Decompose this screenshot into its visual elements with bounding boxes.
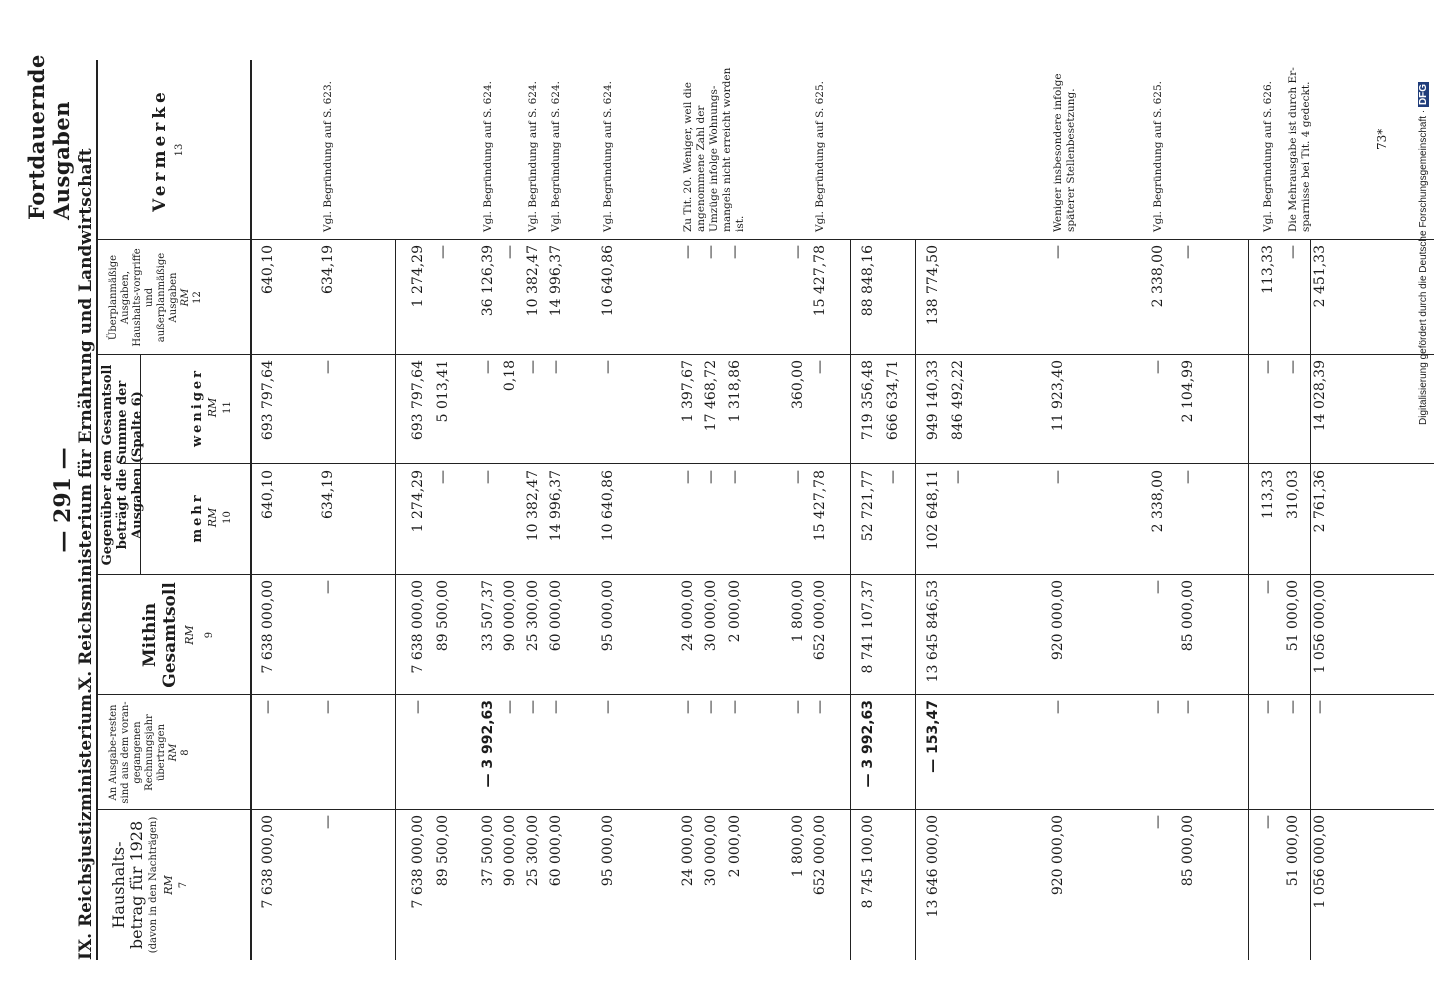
table-cell-c11: — (1260, 360, 1276, 374)
remark: Vgl. Begründung auf S. 624. (527, 81, 539, 232)
remark: Zu Tit. 20. Weniger, weil die angenommene Zahl der Umzüge infolge Wohnungs-mangels nicht erreicht worden ist. (682, 67, 746, 232)
header-col-8 (108, 700, 192, 805)
header-c8-num: 8 (180, 749, 191, 756)
table-cell-c10: — (1180, 470, 1196, 484)
table-cell-c7: 1 056 000,00 (1312, 815, 1328, 909)
table-cell-c9: 7 638 000,00 (410, 580, 426, 674)
heading-right: X. Reichsministerium für Ernährung und Landwirtschaft (76, 148, 96, 690)
remark: Weniger insbesondere infolge späterer Stellenbesetzung. (1052, 73, 1077, 232)
table-cell-c10: — (680, 470, 696, 484)
table-cell-c11: 360,00 (790, 360, 806, 409)
table-cell-c10: — (1050, 470, 1066, 484)
table-cell-c8: — (812, 700, 828, 714)
table-cell-c10: 15 427,78 (812, 470, 828, 542)
header-col-9 (140, 580, 220, 690)
table-cell-c10: 1 274,29 (410, 470, 426, 533)
header-c9-unit: RM (183, 625, 196, 645)
table-cell-c7: — (1260, 815, 1276, 829)
table-cell-c8: — (727, 700, 743, 714)
header-col-12 (108, 245, 204, 350)
digitization-note (1418, 25, 1432, 425)
header-c10-11-label: Gegenüber dem Gesamtsoll beträgt die Summe der Ausgaben (Spalte 6) (100, 364, 145, 566)
header-col-11 (190, 355, 235, 460)
table-cell-c10: 10 382,47 (525, 470, 541, 542)
header-c7-unit: RM (162, 875, 175, 895)
table-cell-c11: 11 923,40 (1050, 360, 1066, 432)
table-cell-c7: — (320, 815, 336, 829)
table-cell-c8: — (410, 700, 426, 714)
table-cell-c7: — (1150, 815, 1166, 829)
table-cell-c7: 85 000,00 (1180, 815, 1196, 887)
table-cell-c10: — (790, 470, 806, 484)
header-c12-num: 12 (192, 291, 203, 304)
table-cell-c7: 37 500,00 (480, 815, 496, 887)
table-cell-c10: — (703, 470, 719, 484)
table-cell-c11: 14 028,39 (1312, 360, 1328, 432)
table-cell-c10: — (480, 470, 496, 484)
table-cell-c11: — (525, 360, 541, 374)
header-col-10-11 (100, 360, 145, 570)
header-c7-num: 7 (178, 881, 189, 889)
table-cell-c11: — (1285, 360, 1301, 374)
table-cell-c9: 89 500,00 (435, 580, 451, 652)
row-rule (915, 240, 916, 960)
footer-mark: 73* (1375, 128, 1389, 150)
table-cell-c7: 95 000,00 (600, 815, 616, 887)
table-cell-c9: 51 000,00 (1285, 580, 1301, 652)
table-cell-c11: 719 356,48 (860, 360, 876, 441)
table-cell-c7: 7 638 000,00 (410, 815, 426, 909)
table-cell-c11: 2 104,99 (1180, 360, 1196, 423)
table-cell-c9: 24 000,00 (680, 580, 696, 652)
table-cell-c8: — (1260, 700, 1276, 714)
table-cell-c7: 13 646 000,00 (925, 815, 941, 918)
col-sep (96, 694, 1434, 695)
table-cell-c8: — (1312, 700, 1328, 714)
table-cell-c11: — (1150, 360, 1166, 374)
table-cell-c8: — 3 992,63 (860, 700, 876, 788)
header-c11-unit: RM (206, 397, 219, 418)
row-rule (395, 240, 396, 960)
table-cell-c9: 95 000,00 (600, 580, 616, 652)
table-cell-c7: 7 638 000,00 (260, 815, 276, 909)
header-c11-label: weniger (190, 367, 205, 448)
table-cell-c12: 2 338,00 (1150, 245, 1166, 308)
table-cell-c9: 90 000,00 (502, 580, 518, 652)
header-c13-label: Vermerke (150, 88, 170, 212)
table-cell-c10: 2 761,36 (1312, 470, 1328, 533)
heading-left: IX. Reichsjustizministerium. (76, 688, 96, 960)
table-cell-c11: 846 492,22 (950, 360, 966, 441)
header-col-7 (110, 815, 191, 955)
col-sep (96, 574, 1434, 575)
table-cell-c12: — (1285, 245, 1301, 259)
table-cell-c9: 2 000,00 (727, 580, 743, 643)
table-cell-c10: 113,33 (1260, 470, 1276, 519)
table-cell-c7: 920 000,00 (1050, 815, 1066, 896)
table-cell-c10: 52 721,77 (860, 470, 876, 542)
table-cell-c8: — (260, 700, 276, 714)
table-cell-c12: 10 382,47 (525, 245, 541, 317)
remark: Vgl. Begründung auf S. 623. (322, 81, 334, 232)
table-cell-c10: — (435, 470, 451, 484)
table-cell-c12: — (680, 245, 696, 259)
table-cell-c9: 33 507,37 (480, 580, 496, 652)
table-cell-c12: 2 451,33 (1312, 245, 1328, 308)
table-cell-c11: 1 318,86 (727, 360, 743, 423)
table-top-rule (96, 60, 98, 960)
table-cell-c10: 640,10 (260, 470, 276, 519)
table-cell-c8: — (320, 700, 336, 714)
table-cell-c11: — (320, 360, 336, 374)
remark: Vgl. Begründung auf S. 624. (482, 81, 494, 232)
header-col-10 (190, 465, 235, 570)
table-cell-c9: — (320, 580, 336, 594)
table-cell-c11: 1 397,67 (680, 360, 696, 423)
table-cell-c11: 0,18 (502, 360, 518, 392)
table-cell-c11: 17 468,72 (703, 360, 719, 432)
table-cell-c12: 10 640,86 (600, 245, 616, 317)
page-number: — 291 — (50, 447, 76, 553)
table-cell-c8: — (502, 700, 518, 714)
heading-bold: Fortdauernde Ausgaben (24, 54, 74, 220)
header-c9-label: Mithin Gesamtsoll (140, 582, 180, 688)
table-cell-c12: 634,19 (320, 245, 336, 294)
remark: Vgl. Begründung auf S. 626. (1262, 81, 1274, 232)
header-c11-num: 11 (222, 401, 233, 414)
table-cell-c9: 30 000,00 (703, 580, 719, 652)
table-cell-c12: 88 848,16 (860, 245, 876, 317)
table-cell-c9: — (1260, 580, 1276, 594)
table-cell-c9: 1 056 000,00 (1312, 580, 1328, 674)
table-cell-c7: 24 000,00 (680, 815, 696, 887)
header-c12-label: Überplanmäßige Ausgaben, Haushalts-vorgriffe und außerplanmäßige Ausgaben (108, 248, 179, 347)
table-cell-c7: 1 800,00 (790, 815, 806, 878)
table-cell-c9: 8 741 107,37 (860, 580, 876, 674)
table-cell-c12: 138 774,50 (925, 245, 941, 326)
table-cell-c12: 640,10 (260, 245, 276, 294)
remark: Vgl. Begründung auf S. 625. (814, 81, 826, 232)
table-cell-c9: 60 000,00 (548, 580, 564, 652)
table-cell-c7: 90 000,00 (502, 815, 518, 887)
table-cell-c11: — (812, 360, 828, 374)
header-c12-unit: RM (180, 288, 191, 307)
table-cell-c9: 85 000,00 (1180, 580, 1196, 652)
header-col-13 (150, 65, 190, 235)
table-cell-c8: — (1285, 700, 1301, 714)
table-cell-c12: — (1180, 245, 1196, 259)
table-cell-c9: — (1150, 580, 1166, 594)
table-cell-c11: — (548, 360, 564, 374)
table-cell-c10: — (885, 470, 901, 484)
header-c8-unit: RM (168, 743, 179, 762)
table-cell-c11: 949 140,33 (925, 360, 941, 441)
table-cell-c12: 36 126,39 (480, 245, 496, 317)
table-cell-c7: 25 300,00 (525, 815, 541, 887)
row-rule (850, 240, 851, 960)
table-cell-c7: 51 000,00 (1285, 815, 1301, 887)
table-cell-c12: — (1050, 245, 1066, 259)
digitization-text: Digitalisierung gefördert durch die Deutsche Forschungsgemeinschaft · (1418, 109, 1429, 425)
table-cell-c12: — (703, 245, 719, 259)
table-cell-c10: 2 338,00 (1150, 470, 1166, 533)
header-c10-label: mehr (190, 492, 205, 543)
header-c8-label: An Ausgabe-resten sind aus dem voran-gegangenen Rechnungsjahr übertragen (108, 701, 167, 804)
col-sep (96, 354, 1434, 355)
header-c9-num: 9 (204, 631, 215, 639)
header-c7-label: Haushalts-betrag für 1928 (109, 820, 146, 950)
table-cell-c11: 666 634,71 (885, 360, 901, 441)
table-cell-c12: — (435, 245, 451, 259)
table-cell-c8: — (1180, 700, 1196, 714)
header-c13-num: 13 (174, 143, 185, 157)
table-cell-c10: 310,03 (1285, 470, 1301, 519)
table-cell-c12: — (502, 245, 518, 259)
header-c7-sub: (davon in den Nachträgen) (148, 816, 159, 954)
table-cell-c9: 25 300,00 (525, 580, 541, 652)
table-cell-c12: 15 427,78 (812, 245, 828, 317)
table-cell-c7: 8 745 100,00 (860, 815, 876, 909)
table-cell-c8: — (525, 700, 541, 714)
table-cell-c8: — (1050, 700, 1066, 714)
table-cell-c11: 693 797,64 (260, 360, 276, 441)
table-cell-c8: — (680, 700, 696, 714)
table-cell-c7: 2 000,00 (727, 815, 743, 878)
row-rule (1310, 240, 1311, 960)
table-cell-c10: — (727, 470, 743, 484)
table-cell-c10: — (950, 470, 966, 484)
table-cell-c12: 1 274,29 (410, 245, 426, 308)
table-cell-c8: — (1150, 700, 1166, 714)
col-sep (96, 239, 1434, 240)
table-cell-c8: — 153,47 (925, 700, 941, 773)
remark: Vgl. Begründung auf S. 624. (602, 81, 614, 232)
table-cell-c8: — (703, 700, 719, 714)
col-sep (120, 463, 1434, 464)
table-cell-c10: 14 996,37 (548, 470, 564, 542)
table-cell-c11: — (480, 360, 496, 374)
table-cell-c11: 5 013,41 (435, 360, 451, 423)
header-c10-unit: RM (206, 507, 219, 528)
table-cell-c8: — (790, 700, 806, 714)
col-sep (96, 809, 1434, 810)
table-cell-c10: 102 648,11 (925, 470, 941, 551)
header-bottom-rule (250, 60, 252, 960)
remark: Vgl. Begründung auf S. 624. (550, 81, 562, 232)
table-cell-c7: 89 500,00 (435, 815, 451, 887)
remark: Die Mehrausgabe ist durch Er-sparnisse bei Tit. 4 gedeckt. (1287, 67, 1312, 232)
table-cell-c9: 1 800,00 (790, 580, 806, 643)
table-cell-c10: 10 640,86 (600, 470, 616, 542)
table-cell-c7: 652 000,00 (812, 815, 828, 896)
table-cell-c7: 60 000,00 (548, 815, 564, 887)
dfg-logo: DFG (1418, 83, 1429, 106)
table-cell-c9: 7 638 000,00 (260, 580, 276, 674)
table-cell-c11: — (600, 360, 616, 374)
header-c10-num: 10 (222, 511, 233, 524)
row-rule (1248, 240, 1249, 960)
table-cell-c12: 14 996,37 (548, 245, 564, 317)
table-cell-c12: 113,33 (1260, 245, 1276, 294)
table-cell-c12: — (790, 245, 806, 259)
table-cell-c9: 13 645 846,53 (925, 580, 941, 683)
table-cell-c9: 920 000,00 (1050, 580, 1066, 661)
table-cell-c8: — 3 992,63 (480, 700, 496, 788)
table-cell-c8: — (548, 700, 564, 714)
table-cell-c8: — (600, 700, 616, 714)
table-cell-c12: — (727, 245, 743, 259)
remark: Vgl. Begründung auf S. 625. (1152, 81, 1164, 232)
table-cell-c9: 652 000,00 (812, 580, 828, 661)
table-cell-c11: 693 797,64 (410, 360, 426, 441)
table-cell-c10: 634,19 (320, 470, 336, 519)
table-cell-c7: 30 000,00 (703, 815, 719, 887)
